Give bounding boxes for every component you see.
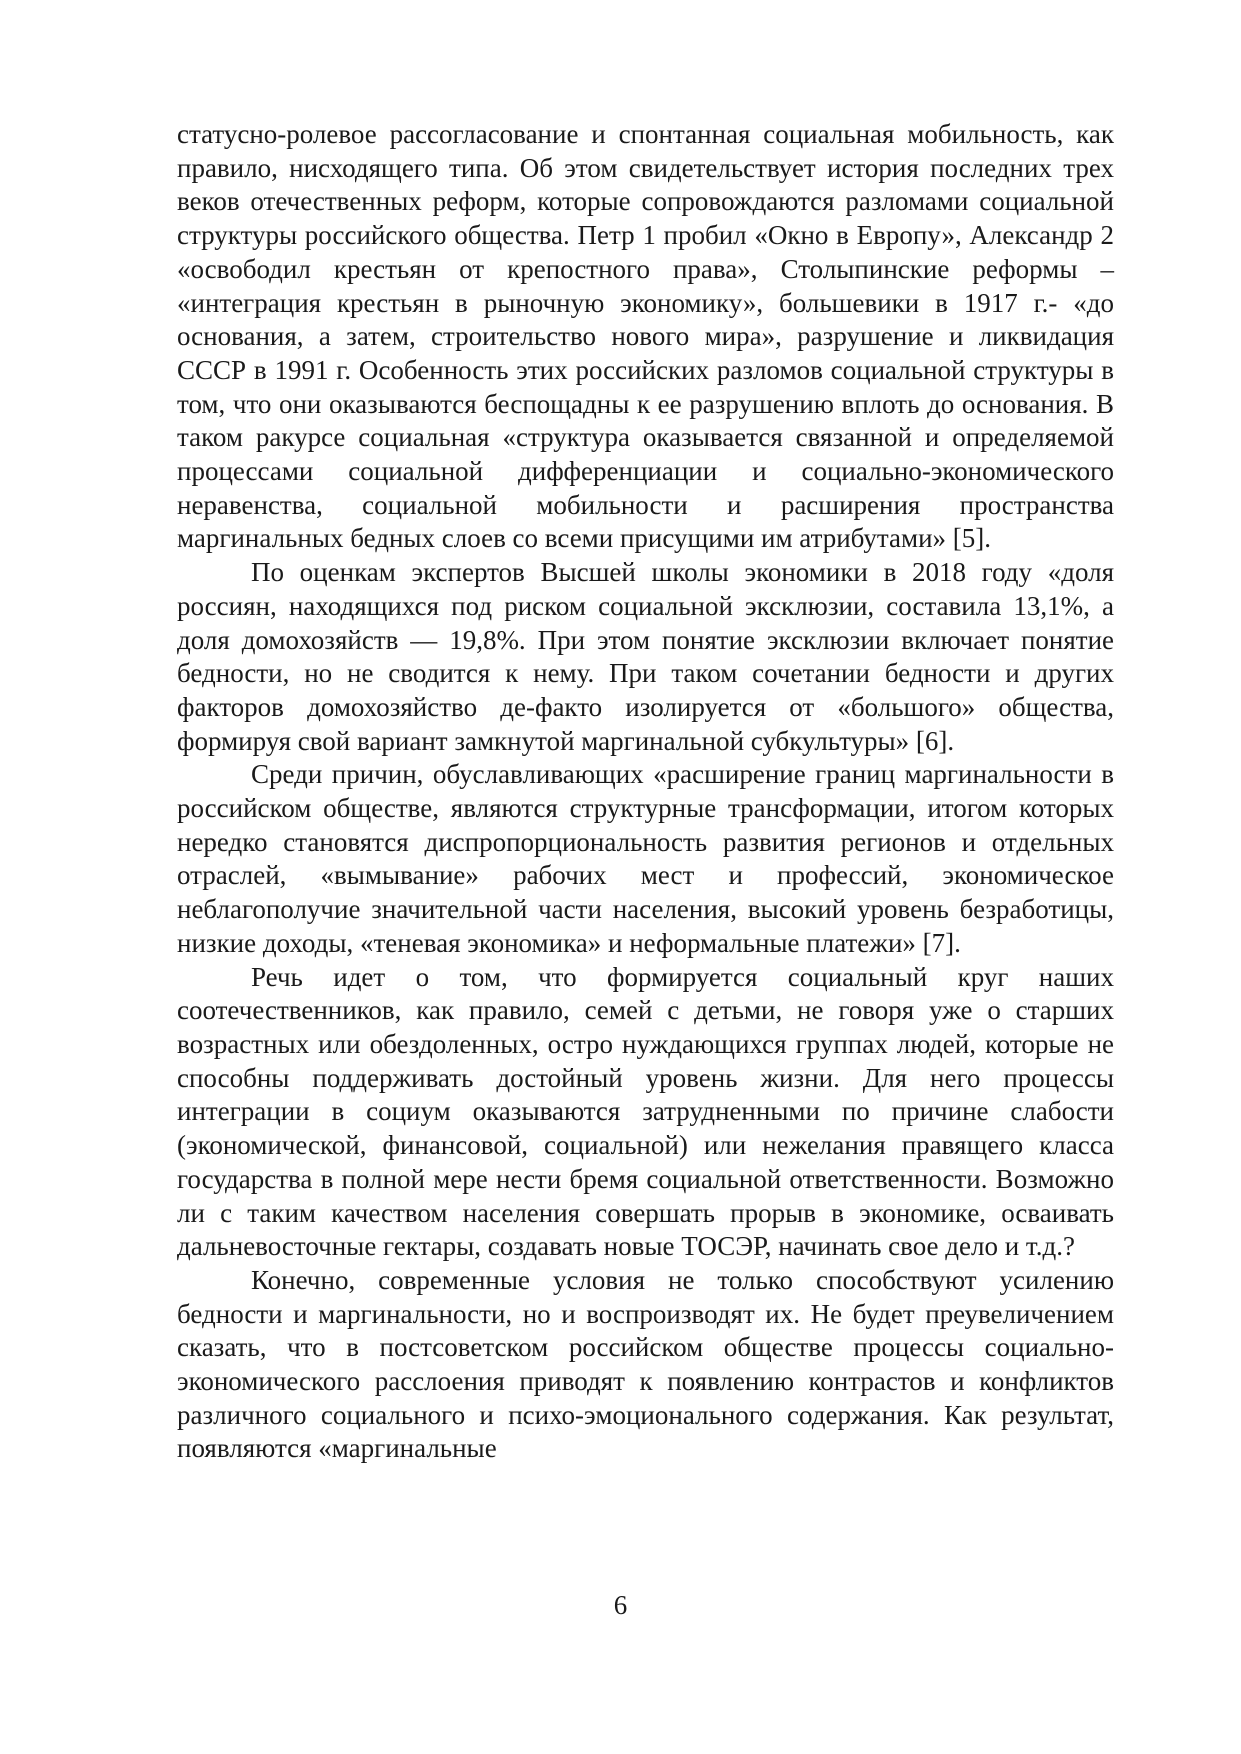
paragraph-social-circle: Речь идет о том, что формируется социальный круг наших соотечественников, как правило, семей с детьми, не говоря уже о старших возрастных или обездоленных, остро нуждающихся группах людей, которые не способны поддерживать достойный уровень жизни. Для него процессы интеграции в социум оказываются затрудненными по причине слабости (экономической, финансовой, социальной) или нежелания правящего класса государства в полной мере нести бремя социальной ответственности. Возможно ли с таким качеством населения совершать прорыв в экономике, осваивать дальневосточные гектары, создавать новые ТОСЭР, начинать свое дело и т.д.? (177, 961, 1114, 1262)
page-number: 6 (613, 1590, 628, 1620)
paragraph-hse-estimates: По оценкам экспертов Высшей школы экономики в 2018 году «доля россиян, находящихся под риском социальной эксклюзии, составила 13,1%, а доля домохозяйств — 19,8%. При этом понятие эксклюзии включает понятие бедности, но не сводится к нему. При таком сочетании бедности и других факторов домохозяйство де-факто изолируется от «большого» общества, формируя свой вариант замкнутой маргинальной субкультуры» [6]. (177, 557, 1114, 756)
paragraph-marginality-causes: Среди причин, обуславливающих «расширение границ маргинальности в российском обществе, являются структурные трансформации, итогом которых нередко становятся диспропорциональность развития регионов и отдельных отраслей, «вымывание» рабочих мест и профессий, экономическое неблагополучие значительной части населения, высокий уровень безработицы, низкие доходы, «теневая экономика» и неформальные платежи» [7]. (177, 759, 1114, 958)
body-text (177, 118, 1114, 1466)
paragraph-continuation: статусно-ролевое рассогласование и спонтанная социальная мобильность, как правило, нисходящего типа. Об этом свидетельствует история последних трех веков отечественных реформ, которые сопровождаются разломами социальной структуры российского общества. Петр 1 пробил «Окно в Европу», Александр 2 «освободил крестьян от крепостного права», Столыпинские реформы – «интеграция крестьян в рыночную экономику», большевики в 1917 г.- «до основания, а затем, строительство нового мира», разрушение и ликвидация СССР в 1991 г. Особенность этих российских разломов социальной структуры в том, что они оказываются беспощадны к ее разрушению вплоть до основания. В таком ракурсе социальная «структура оказывается связанной и определяемой процессами социальной дифференциации и социально-экономического неравенства, социальной мобильности и расширения пространства маргинальных бедных слоев со всеми присущими им атрибутами» [5]. (177, 119, 1114, 554)
paragraph-modern-conditions: Конечно, современные условия не только способствуют усилению бедности и маргинальности, но и воспроизводят их. Не будет преувеличением сказать, что в постсоветском российском обществе процессы социально-экономического расслоения приводят к появлению контрастов и конфликтов различного социального и психо-эмоционального содержания. Как результат, появляются «маргинальные (177, 1264, 1114, 1464)
